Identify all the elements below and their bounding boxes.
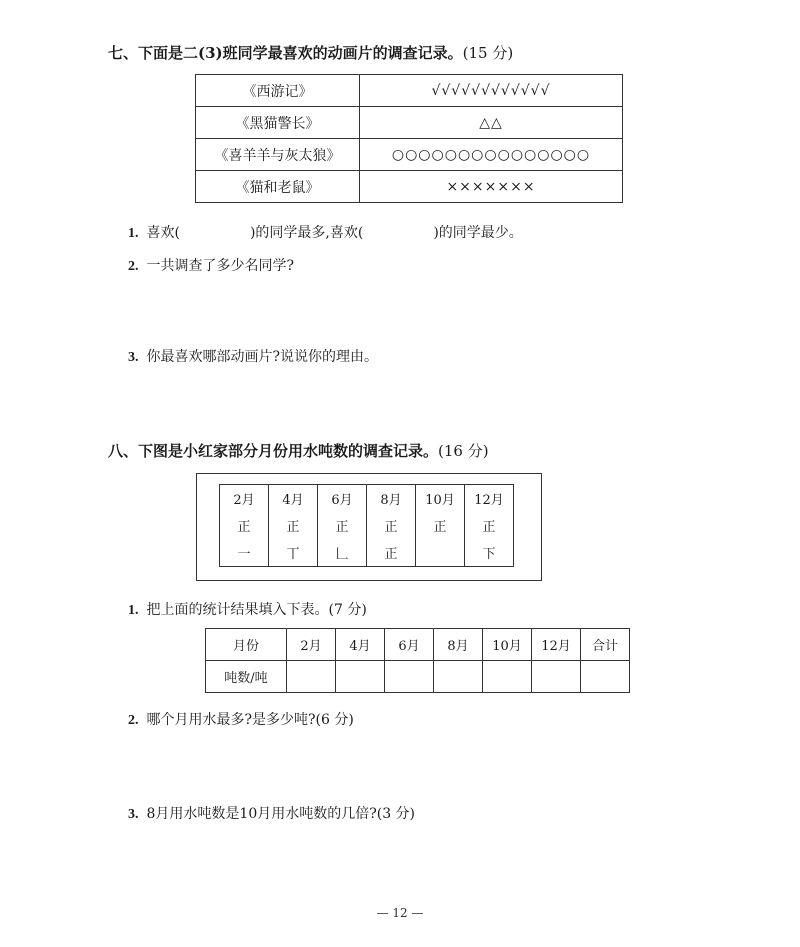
month-label: 6月 <box>318 485 367 513</box>
table-row <box>196 75 623 107</box>
cartoon-survey-table <box>195 74 623 203</box>
month-label: 10月 <box>416 485 465 513</box>
tally-marks: √√√√√√√√√√√√ <box>360 75 623 107</box>
tally-marks: ××××××× <box>360 171 623 203</box>
month-label: 12月 <box>465 485 514 513</box>
table-row <box>196 139 623 171</box>
tally-mark: 𠃊 <box>318 539 367 567</box>
question-text: 把上面的统计结果填入下表。(7 分) <box>146 602 367 618</box>
question-text: 哪个月用水最多?是多少吨?(6 分) <box>146 712 354 728</box>
cartoon-name: 《西游记》 <box>196 75 360 107</box>
header-cell: 月份 <box>206 629 287 661</box>
tally-mark: 正 <box>318 512 367 539</box>
header-cell: 10月 <box>483 629 532 661</box>
cartoon-name: 《喜羊羊与灰太狼》 <box>196 139 360 171</box>
answer-cell[interactable] <box>434 661 483 693</box>
answer-cell[interactable] <box>483 661 532 693</box>
header-cell: 8月 <box>434 629 483 661</box>
table-row <box>206 629 630 661</box>
answer-cell[interactable] <box>532 661 581 693</box>
answer-cell[interactable] <box>581 661 630 693</box>
section8-heading <box>108 440 489 461</box>
tally-mark: 正 <box>269 512 318 539</box>
answer-space[interactable] <box>128 280 648 340</box>
section7-score: (15 分) <box>462 44 514 62</box>
tally-mark: 正 <box>220 512 269 539</box>
question-8-2 <box>128 709 354 729</box>
question-number: 2. <box>128 259 139 274</box>
tally-marks: ○○○○○○○○○○○○○○○ <box>360 139 623 171</box>
header-cell: 合计 <box>581 629 630 661</box>
question-number: 3. <box>128 350 139 365</box>
month-label: 4月 <box>269 485 318 513</box>
month-label: 8月 <box>367 485 416 513</box>
question-7-3 <box>128 346 378 366</box>
question-number: 3. <box>128 807 139 822</box>
page-number: — 12 — <box>376 906 424 920</box>
answer-space[interactable] <box>128 372 648 432</box>
tally-record-table <box>219 484 514 567</box>
table-row <box>220 539 514 567</box>
month-label: 2月 <box>220 485 269 513</box>
section7-heading <box>108 42 513 63</box>
table-row <box>196 107 623 139</box>
question-text: 你最喜欢哪部动画片?说说你的理由。 <box>146 349 379 365</box>
header-cell: 2月 <box>287 629 336 661</box>
question-7-2 <box>128 255 294 275</box>
question-number: 1. <box>128 603 139 618</box>
answer-cell[interactable] <box>336 661 385 693</box>
answer-space[interactable] <box>128 828 648 888</box>
header-cell: 12月 <box>532 629 581 661</box>
question-text: )的同学最少。 <box>433 225 523 241</box>
tally-mark <box>416 539 465 567</box>
tally-marks: △△ <box>360 107 623 139</box>
section8-score: (16 分) <box>438 442 489 460</box>
tally-mark: 正 <box>465 512 514 539</box>
table-row <box>206 661 630 693</box>
section8-title: 八、下图是小红家部分月份用水吨数的调查记录。 <box>108 442 439 460</box>
question-number: 1. <box>128 226 139 241</box>
cartoon-name: 《黑猫警长》 <box>196 107 360 139</box>
question-7-1 <box>128 222 523 242</box>
tally-mark: 下 <box>465 539 514 567</box>
row-label: 吨数/吨 <box>206 661 287 693</box>
table-row <box>220 512 514 539</box>
tally-mark: 正 <box>367 512 416 539</box>
answer-cell[interactable] <box>385 661 434 693</box>
question-text: 喜欢( <box>146 225 180 241</box>
question-text: 一共调查了多少名同学? <box>146 258 295 274</box>
tally-mark: 正 <box>367 539 416 567</box>
tally-mark: 丅 <box>269 539 318 567</box>
question-8-1 <box>128 599 367 619</box>
section7-title: 七、下面是二(3)班同学最喜欢的动画片的调查记录。 <box>108 44 463 62</box>
question-text: )的同学最多,喜欢( <box>249 225 364 241</box>
question-text: 8月用水吨数是10月用水吨数的几倍?(3 分) <box>146 806 416 822</box>
question-number: 2. <box>128 713 139 728</box>
answer-space[interactable] <box>128 734 648 794</box>
table-row <box>196 171 623 203</box>
answer-cell[interactable] <box>287 661 336 693</box>
tally-mark: 一 <box>220 539 269 567</box>
cartoon-name: 《猫和老鼠》 <box>196 171 360 203</box>
water-usage-fill-table <box>205 628 630 693</box>
header-cell: 4月 <box>336 629 385 661</box>
header-cell: 6月 <box>385 629 434 661</box>
tally-mark: 正 <box>416 512 465 539</box>
table-row <box>220 485 514 513</box>
question-8-3 <box>128 803 415 823</box>
